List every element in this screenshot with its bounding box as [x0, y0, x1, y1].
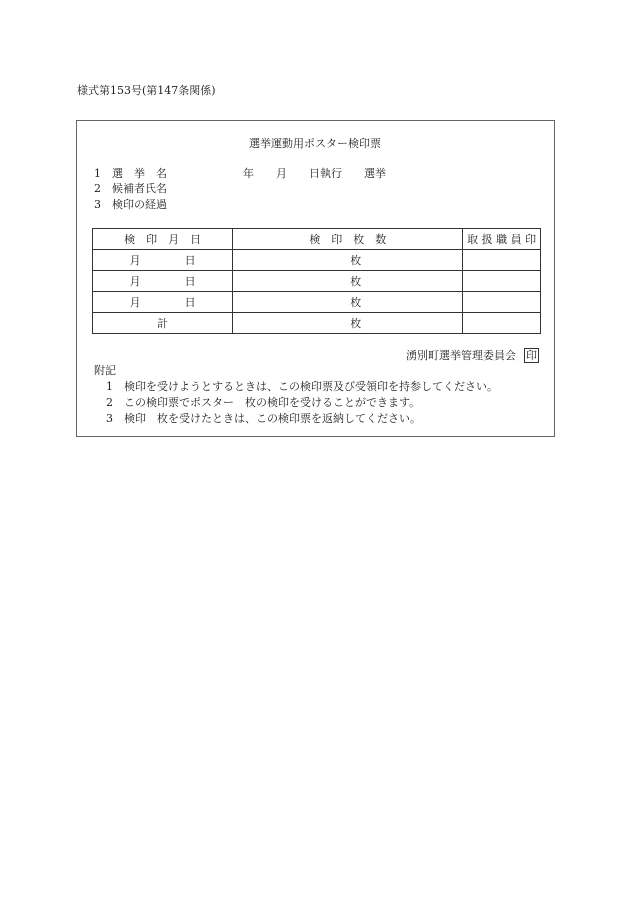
table-row	[93, 292, 541, 313]
item-num: 3	[94, 198, 101, 211]
count-cell: 枚	[233, 250, 463, 271]
date-cell: 月 日	[93, 292, 233, 313]
form-id: 様式第153号(第147条関係)	[77, 84, 216, 97]
note-num: 2	[106, 396, 113, 409]
note-2	[106, 396, 420, 410]
notes-heading: 附記	[94, 364, 116, 377]
item-2	[94, 182, 167, 196]
note-num: 3	[106, 412, 113, 425]
table-header	[93, 229, 541, 250]
note-3	[106, 412, 421, 426]
staff-seal-cell	[463, 250, 541, 271]
header-count: 検 印 枚 数	[233, 229, 463, 250]
issuer	[406, 348, 539, 363]
count-cell: 枚	[233, 271, 463, 292]
header-date: 検 印 月 日	[93, 229, 233, 250]
table-row	[93, 250, 541, 271]
table-total-row	[93, 313, 541, 334]
staff-seal-cell	[463, 292, 541, 313]
inspection-table	[92, 228, 541, 334]
total-label: 計	[93, 313, 233, 334]
staff-seal-cell	[463, 313, 541, 334]
item-3	[94, 198, 167, 212]
form-title: 選挙運動用ポスター検印票	[249, 137, 381, 150]
header-staff-seal: 取 扱 職 員 印	[463, 229, 541, 250]
date-cell: 月 日	[93, 271, 233, 292]
note-1	[106, 380, 498, 394]
seal-mark: 印	[526, 349, 537, 362]
count-cell: 枚	[233, 292, 463, 313]
issuer-name: 湧別町選挙管理委員会	[406, 349, 516, 362]
item-label: 候補者氏名	[112, 182, 167, 195]
item-num: 1	[94, 167, 101, 180]
item-label: 選 挙 名	[112, 167, 167, 180]
note-text: 検印を受けようとするときは、この検印票及び受領印を持参してください。	[124, 380, 498, 393]
item-num: 2	[94, 182, 101, 195]
count-cell: 枚	[233, 313, 463, 334]
item-1-value: 年 月 日執行 選挙	[243, 167, 386, 180]
table-row	[93, 271, 541, 292]
staff-seal-cell	[463, 271, 541, 292]
date-cell: 月 日	[93, 250, 233, 271]
note-num: 1	[106, 380, 113, 393]
note-text: 検印 枚を受けたときは、この検印票を返納してください。	[124, 412, 421, 425]
note-text: この検印票でポスター 枚の検印を受けることができます。	[124, 396, 421, 409]
item-1	[94, 167, 167, 181]
item-label: 検印の経過	[112, 198, 167, 211]
